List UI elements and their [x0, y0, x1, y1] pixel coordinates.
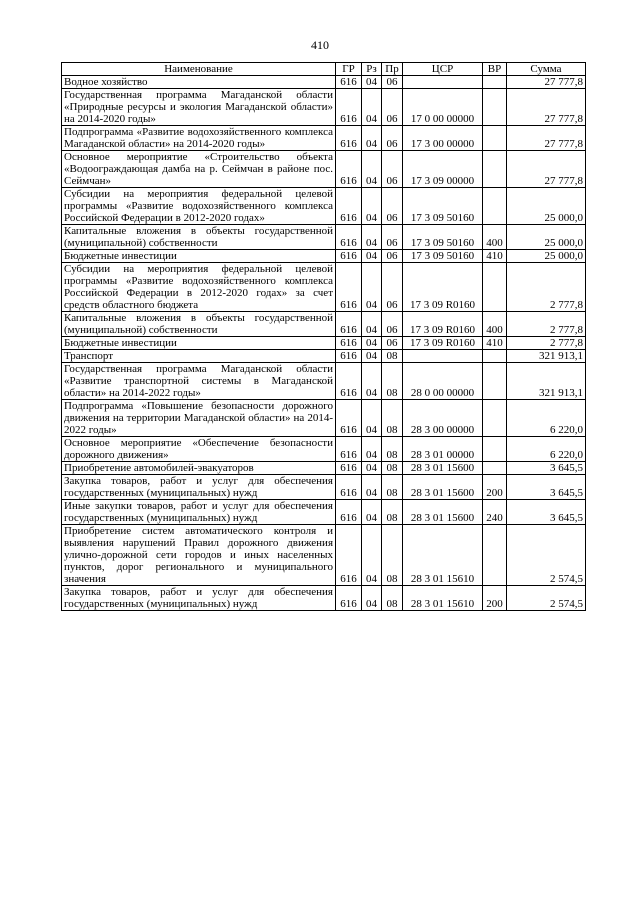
table-row: [62, 363, 586, 400]
row-pr: 08: [382, 400, 403, 437]
row-pr: 06: [382, 126, 403, 151]
table-row: [62, 126, 586, 151]
col-header-csr: ЦСР: [403, 63, 483, 76]
row-name: Субсидии на мероприятия федеральной целевой программы «Развитие водохозяйственного комплекса Российской Федерации в 2012-2020 годах» за счет средств областного бюджета: [62, 263, 336, 312]
row-gr: 616: [336, 525, 362, 586]
row-csr: 17 0 00 00000: [403, 89, 483, 126]
row-name: Бюджетные инвестиции: [62, 337, 336, 350]
row-gr: 616: [336, 188, 362, 225]
row-name: Приобретение систем автоматического контроля и выявления нарушений Правил дорожного движения улично-дорожной сети городов и иных населенных пунктов, дорог регионального и муниципального значения: [62, 525, 336, 586]
row-sum: 25 000,0: [507, 188, 586, 225]
row-sum: 2 777,8: [507, 263, 586, 312]
row-pr: 06: [382, 337, 403, 350]
row-gr: 616: [336, 225, 362, 250]
row-vr: [483, 76, 507, 89]
table-row: [62, 225, 586, 250]
table-row: [62, 250, 586, 263]
row-rz: 04: [362, 337, 382, 350]
row-rz: 04: [362, 525, 382, 586]
row-gr: 616: [336, 400, 362, 437]
row-vr: 200: [483, 586, 507, 611]
row-gr: 616: [336, 312, 362, 337]
row-sum: 6 220,0: [507, 437, 586, 462]
table-row: [62, 263, 586, 312]
row-gr: 616: [336, 126, 362, 151]
row-rz: 04: [362, 586, 382, 611]
table-row: [62, 337, 586, 350]
row-rz: 04: [362, 225, 382, 250]
row-csr: 28 3 01 15600: [403, 462, 483, 475]
row-csr: [403, 76, 483, 89]
row-pr: 08: [382, 462, 403, 475]
row-sum: 25 000,0: [507, 225, 586, 250]
row-sum: 2 574,5: [507, 525, 586, 586]
row-rz: 04: [362, 462, 382, 475]
row-sum: 6 220,0: [507, 400, 586, 437]
row-gr: 616: [336, 500, 362, 525]
row-rz: 04: [362, 350, 382, 363]
row-rz: 04: [362, 363, 382, 400]
row-name: Подпрограмма «Развитие водохозяйственного комплекса Магаданской области» на 2014-2020 годы»: [62, 126, 336, 151]
row-name: Подпрограмма «Повышение безопасности дорожного движения на территории Магаданской области» на 2014-2022 годы»: [62, 400, 336, 437]
row-name: Капитальные вложения в объекты государственной (муниципальной) собственности: [62, 225, 336, 250]
row-vr: [483, 437, 507, 462]
row-gr: 616: [336, 89, 362, 126]
row-pr: 06: [382, 76, 403, 89]
table-row: [62, 350, 586, 363]
row-csr: 17 3 09 R0160: [403, 337, 483, 350]
budget-table: [61, 62, 586, 611]
row-sum: 27 777,8: [507, 126, 586, 151]
row-csr: 17 3 00 00000: [403, 126, 483, 151]
row-csr: 28 3 01 15600: [403, 475, 483, 500]
row-rz: 04: [362, 89, 382, 126]
row-vr: [483, 400, 507, 437]
row-csr: 28 3 01 15610: [403, 586, 483, 611]
row-vr: [483, 525, 507, 586]
table-row: [62, 151, 586, 188]
row-gr: 616: [336, 263, 362, 312]
row-name: Водное хозяйство: [62, 76, 336, 89]
row-sum: 321 913,1: [507, 363, 586, 400]
table-header-row: [62, 63, 586, 76]
row-pr: 08: [382, 350, 403, 363]
row-sum: 27 777,8: [507, 89, 586, 126]
row-name: Субсидии на мероприятия федеральной целевой программы «Развитие водохозяйственного комплекса Российской Федерации в 2012-2020 годах»: [62, 188, 336, 225]
row-gr: 616: [336, 363, 362, 400]
row-rz: 04: [362, 500, 382, 525]
row-sum: 2 777,8: [507, 337, 586, 350]
row-vr: 200: [483, 475, 507, 500]
row-vr: 400: [483, 225, 507, 250]
row-csr: 28 0 00 00000: [403, 363, 483, 400]
row-gr: 616: [336, 337, 362, 350]
row-csr: 17 3 09 50160: [403, 225, 483, 250]
table-row: [62, 76, 586, 89]
row-sum: 3 645,5: [507, 462, 586, 475]
row-gr: 616: [336, 350, 362, 363]
row-csr: 17 3 09 00000: [403, 151, 483, 188]
row-pr: 08: [382, 586, 403, 611]
table-row: [62, 400, 586, 437]
row-gr: 616: [336, 475, 362, 500]
row-gr: 616: [336, 151, 362, 188]
row-rz: 04: [362, 475, 382, 500]
col-header-rz: Рз: [362, 63, 382, 76]
row-gr: 616: [336, 586, 362, 611]
table-row: [62, 89, 586, 126]
row-name: Иные закупки товаров, работ и услуг для обеспечения государственных (муниципальных) нужд: [62, 500, 336, 525]
col-header-vr: ВР: [483, 63, 507, 76]
row-csr: [403, 350, 483, 363]
row-sum: 25 000,0: [507, 250, 586, 263]
row-vr: 240: [483, 500, 507, 525]
row-sum: 27 777,8: [507, 151, 586, 188]
row-name: Основное мероприятие «Обеспечение безопасности дорожного движения»: [62, 437, 336, 462]
table-row: [62, 312, 586, 337]
table-row: [62, 475, 586, 500]
row-vr: 400: [483, 312, 507, 337]
page-number: 410: [311, 38, 329, 52]
row-name: Государственная программа Магаданской области «Развитие транспортной системы в Магаданской области» на 2014-2022 годы»: [62, 363, 336, 400]
table-row: [62, 525, 586, 586]
row-rz: 04: [362, 400, 382, 437]
row-sum: 2 574,5: [507, 586, 586, 611]
row-csr: 28 3 00 00000: [403, 400, 483, 437]
row-rz: 04: [362, 312, 382, 337]
row-vr: [483, 89, 507, 126]
table-row: [62, 586, 586, 611]
row-vr: [483, 363, 507, 400]
row-name: Приобретение автомобилей-эвакуаторов: [62, 462, 336, 475]
row-pr: 06: [382, 312, 403, 337]
row-rz: 04: [362, 151, 382, 188]
row-sum: 3 645,5: [507, 500, 586, 525]
row-csr: 28 3 01 00000: [403, 437, 483, 462]
row-gr: 616: [336, 250, 362, 263]
row-csr: 28 3 01 15600: [403, 500, 483, 525]
row-pr: 08: [382, 437, 403, 462]
row-pr: 06: [382, 151, 403, 188]
row-vr: 410: [483, 250, 507, 263]
row-sum: 27 777,8: [507, 76, 586, 89]
row-rz: 04: [362, 437, 382, 462]
row-vr: [483, 126, 507, 151]
row-name: Основное мероприятие «Строительство объекта «Водоограждающая дамба на р. Сеймчан в районе пос. Сеймчан»: [62, 151, 336, 188]
row-name: Капитальные вложения в объекты государственной (муниципальной) собственности: [62, 312, 336, 337]
row-csr: 17 3 09 R0160: [403, 263, 483, 312]
row-name: Транспорт: [62, 350, 336, 363]
row-rz: 04: [362, 126, 382, 151]
row-rz: 04: [362, 263, 382, 312]
row-sum: 2 777,8: [507, 312, 586, 337]
row-pr: 06: [382, 263, 403, 312]
row-pr: 08: [382, 525, 403, 586]
col-header-gr: ГР: [336, 63, 362, 76]
row-pr: 06: [382, 188, 403, 225]
table-row: [62, 437, 586, 462]
row-csr: 17 3 09 50160: [403, 188, 483, 225]
row-csr: 28 3 01 15610: [403, 525, 483, 586]
row-csr: 17 3 09 R0160: [403, 312, 483, 337]
row-name: Закупка товаров, работ и услуг для обеспечения государственных (муниципальных) нужд: [62, 586, 336, 611]
row-csr: 17 3 09 50160: [403, 250, 483, 263]
row-pr: 06: [382, 225, 403, 250]
row-gr: 616: [336, 437, 362, 462]
row-pr: 08: [382, 500, 403, 525]
row-pr: 06: [382, 89, 403, 126]
col-header-name: Наименование: [62, 63, 336, 76]
row-pr: 08: [382, 475, 403, 500]
col-header-sum: Сумма: [507, 63, 586, 76]
table-row: [62, 188, 586, 225]
row-vr: [483, 188, 507, 225]
table-row: [62, 462, 586, 475]
row-sum: 3 645,5: [507, 475, 586, 500]
row-gr: 616: [336, 462, 362, 475]
row-rz: 04: [362, 76, 382, 89]
row-rz: 04: [362, 188, 382, 225]
row-name: Государственная программа Магаданской области «Природные ресурсы и экология Магаданской области» на 2014-2020 годы»: [62, 89, 336, 126]
row-vr: [483, 462, 507, 475]
row-pr: 08: [382, 363, 403, 400]
row-vr: [483, 350, 507, 363]
row-sum: 321 913,1: [507, 350, 586, 363]
row-pr: 06: [382, 250, 403, 263]
row-vr: 410: [483, 337, 507, 350]
row-name: Бюджетные инвестиции: [62, 250, 336, 263]
row-rz: 04: [362, 250, 382, 263]
row-vr: [483, 263, 507, 312]
table-row: [62, 500, 586, 525]
row-gr: 616: [336, 76, 362, 89]
row-name: Закупка товаров, работ и услуг для обеспечения государственных (муниципальных) нужд: [62, 475, 336, 500]
col-header-pr: Пр: [382, 63, 403, 76]
row-vr: [483, 151, 507, 188]
